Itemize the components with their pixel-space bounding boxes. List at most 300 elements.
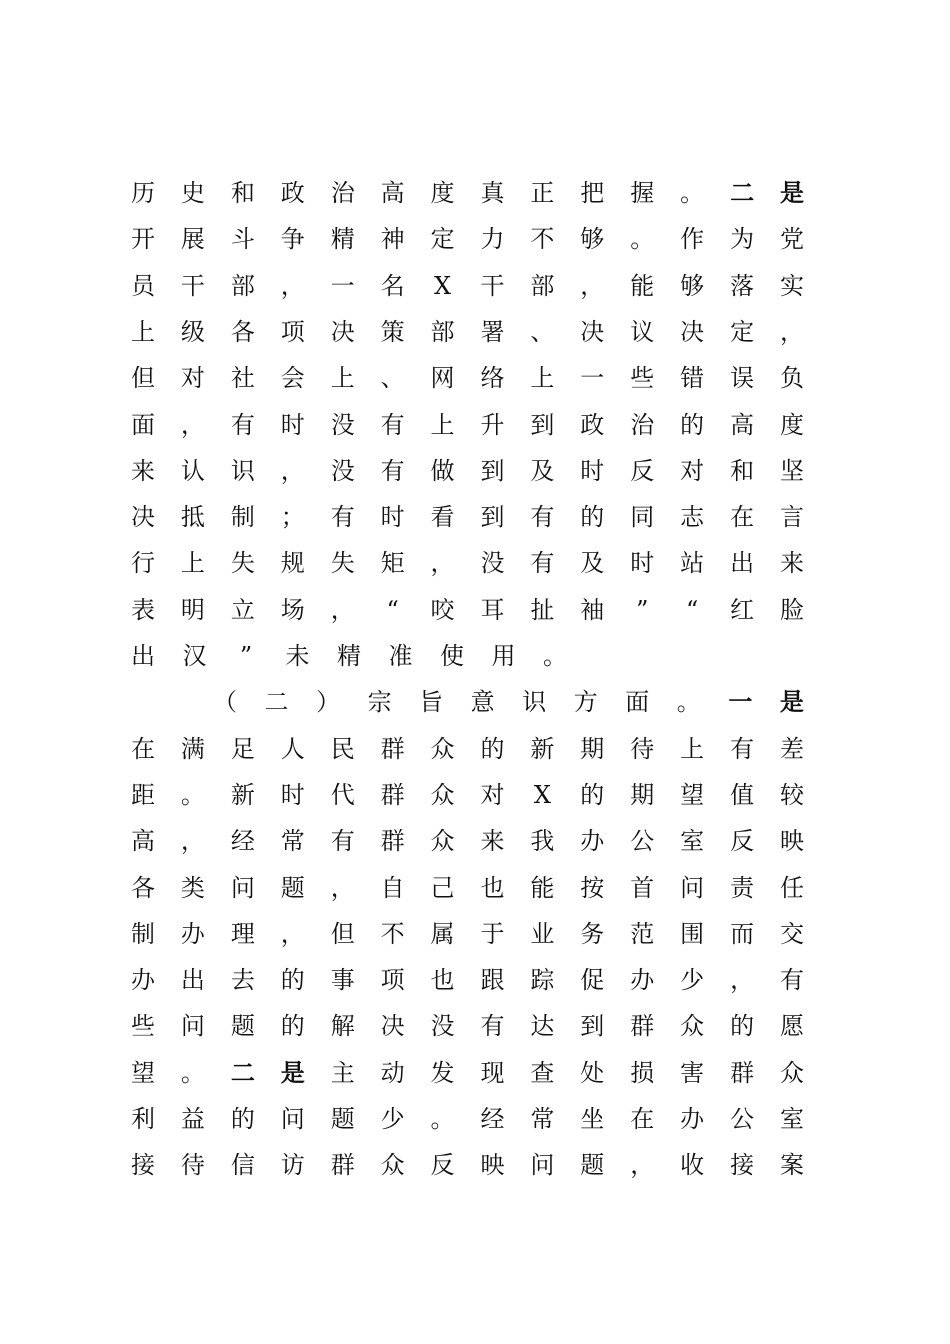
text-char: “: [386, 595, 399, 624]
text-char: 办: [131, 966, 155, 995]
text-char: 一: [580, 364, 605, 393]
text-char: 办: [630, 966, 655, 995]
text-char: 袖: [580, 595, 605, 624]
text-char: 范: [630, 919, 655, 948]
text-char: 看: [430, 503, 455, 532]
text-char: 治: [630, 410, 655, 439]
text-char: 去: [230, 966, 255, 995]
text-line: [130, 1096, 805, 1142]
text-char: 定: [430, 225, 455, 254]
text-line: [130, 911, 805, 957]
text-char: 期: [580, 734, 605, 763]
text-char: 到: [480, 503, 505, 532]
text-char: 干: [480, 271, 505, 300]
text-line: [130, 818, 805, 864]
text-char: 。: [680, 179, 705, 207]
text-char: 类: [180, 873, 205, 902]
text-char: 题: [580, 1151, 605, 1180]
text-char: 务: [580, 919, 605, 948]
text-char: 动: [380, 1058, 405, 1087]
text-char: “: [686, 595, 699, 624]
text-line: [130, 448, 805, 494]
text-char: 时: [280, 410, 305, 439]
text-char: 也: [480, 873, 505, 902]
text-char: 我: [530, 827, 555, 856]
text-char: 负: [779, 364, 804, 393]
text-char: 规: [280, 549, 305, 578]
text-char: 的: [480, 734, 505, 763]
text-char: 脸: [779, 595, 804, 624]
text-char: 落: [730, 271, 755, 300]
text-char: 上: [430, 410, 455, 439]
text-char: 展: [180, 225, 205, 254]
text-char: 达: [530, 1012, 555, 1041]
text-line: [130, 309, 805, 355]
text-char: 。: [180, 1058, 205, 1087]
text-char: 议: [630, 317, 655, 346]
text-char: 接: [730, 1151, 755, 1180]
text-char: 常: [530, 1105, 555, 1133]
text-line: [212, 679, 805, 725]
text-char: 访: [280, 1151, 305, 1180]
text-char: 有: [330, 503, 355, 532]
text-char: 耳: [480, 595, 505, 624]
text-char: 上: [131, 317, 155, 346]
text-char: 没: [330, 456, 355, 485]
text-char: 待: [630, 734, 655, 763]
text-char: 矩: [380, 549, 405, 578]
text-char: 面: [625, 688, 650, 717]
text-line: [130, 865, 805, 911]
text-char: 决: [580, 317, 605, 346]
text-char: ，: [730, 966, 755, 995]
text-char: 的: [730, 1012, 755, 1041]
text-char: 部: [230, 271, 255, 300]
text-char: 志: [680, 503, 705, 532]
text-char: 同: [630, 503, 655, 532]
text-char: 识: [230, 456, 255, 485]
text-char: 代: [330, 780, 355, 809]
text-char: 及: [530, 456, 555, 485]
text-char: 表: [131, 595, 155, 624]
text-char: 干: [180, 271, 205, 300]
text-char: 到: [580, 1012, 605, 1041]
text-char: 面: [131, 410, 155, 439]
text-char: 跟: [480, 966, 505, 995]
text-char: 能: [630, 271, 655, 300]
text-char: 问: [280, 1105, 305, 1133]
text-char: 准: [388, 642, 413, 670]
text-char: 升: [480, 410, 505, 439]
text-char: 行: [131, 549, 155, 578]
text-char: 上: [180, 549, 205, 578]
text-char: 斗: [230, 225, 255, 254]
text-char: 。: [676, 688, 701, 717]
text-char: 有: [380, 410, 405, 439]
text-line: [130, 402, 805, 448]
text-char: 较: [779, 780, 804, 809]
text-line: [130, 170, 805, 216]
text-char: 到: [480, 456, 505, 485]
text-char: 问: [230, 873, 255, 902]
text-char: 言: [779, 503, 804, 532]
text-char: 有: [380, 456, 405, 485]
text-char: 群: [380, 780, 405, 809]
text-char: 群: [730, 1058, 755, 1087]
text-char: 出: [730, 549, 755, 578]
text-char: 制: [131, 919, 155, 948]
text-char: 够: [680, 271, 705, 300]
text-char: 些: [630, 364, 655, 393]
text-char: 旨: [419, 688, 444, 717]
text-char: 握: [630, 179, 655, 207]
text-char: 、: [380, 364, 405, 393]
text-char: 红: [730, 595, 755, 624]
text-line: [130, 633, 805, 679]
text-char: 治: [330, 179, 355, 207]
text-line: [130, 1142, 805, 1188]
text-char: 在: [730, 503, 755, 532]
text-char: 度: [779, 410, 804, 439]
text-char: 的: [680, 410, 705, 439]
text-char: 史: [180, 179, 205, 207]
text-char: 主: [330, 1058, 355, 1087]
text-line: [130, 772, 805, 818]
text-char: 踪: [530, 966, 555, 995]
text-char: 有: [530, 549, 555, 578]
text-char: 待: [180, 1151, 205, 1180]
text-char: 坚: [779, 456, 804, 485]
text-char: 愿: [779, 1012, 804, 1041]
text-char: 决: [330, 317, 355, 346]
text-char: 场: [280, 595, 305, 624]
text-char: 群: [630, 1012, 655, 1041]
text-char: 有: [730, 734, 755, 763]
text-char: 网: [430, 364, 455, 393]
text-char: 群: [330, 1151, 355, 1180]
text-char: 反: [430, 1151, 455, 1180]
text-char: 对: [680, 456, 705, 485]
text-char: 定: [730, 317, 755, 346]
text-char: ，: [779, 317, 804, 346]
text-char: ”: [636, 595, 649, 624]
text-char: 群: [380, 827, 405, 856]
text-char: 案: [779, 1151, 804, 1180]
text-char: 来: [131, 456, 155, 485]
text-char: 是: [779, 178, 804, 207]
text-char: 各: [230, 317, 255, 346]
text-char: 精: [330, 225, 355, 254]
text-char: 咬: [430, 595, 455, 624]
text-char: 的: [230, 1105, 255, 1133]
text-char: 汉: [182, 642, 207, 670]
text-char: 反: [730, 827, 755, 856]
text-char: 问: [180, 1012, 205, 1041]
text-char: ；: [280, 503, 305, 532]
text-char: 名: [380, 271, 405, 300]
text-char: 益: [180, 1105, 205, 1133]
text-char: 围: [680, 919, 705, 948]
text-char: 员: [131, 271, 155, 300]
text-char: 解: [330, 1012, 355, 1041]
text-char: 处: [580, 1058, 605, 1087]
text-char: 作: [680, 225, 705, 254]
text-char: 促: [580, 966, 605, 995]
text-char: 神: [380, 225, 405, 254]
text-char: 不: [530, 225, 555, 254]
text-char: 够: [580, 225, 605, 254]
text-char: 正: [530, 179, 555, 207]
text-char: 。: [180, 780, 205, 809]
text-line: [130, 216, 805, 262]
text-char: 时: [280, 780, 305, 809]
text-line: [130, 726, 805, 772]
text-char: 发: [430, 1058, 455, 1087]
text-char: 认: [180, 456, 205, 485]
text-char: 信: [230, 1151, 255, 1180]
text-char: 首: [630, 873, 655, 902]
text-char: 把: [580, 179, 605, 207]
text-char: 办: [680, 1105, 705, 1133]
text-char: 能: [530, 873, 555, 902]
text-char: 失: [330, 549, 355, 578]
text-char: 值: [730, 780, 755, 809]
text-char: 足: [230, 734, 255, 763]
text-char: 失: [230, 549, 255, 578]
text-char: 利: [131, 1105, 155, 1133]
text-char: 交: [779, 919, 804, 948]
text-char: 对: [480, 780, 505, 809]
text-char: 精: [337, 642, 361, 670]
text-char: ，: [430, 549, 455, 578]
text-char: 用: [491, 642, 516, 670]
text-char: ，: [330, 595, 355, 624]
text-char: 一: [330, 271, 355, 300]
text-char: 题: [280, 873, 305, 902]
text-char: 。: [430, 1105, 455, 1133]
text-char: 经: [480, 1105, 505, 1133]
text-char: 识: [522, 688, 547, 717]
text-char: 众: [430, 734, 455, 763]
text-char: 望: [131, 1058, 155, 1087]
text-char: 业: [530, 919, 555, 948]
text-char: 些: [131, 1012, 155, 1041]
text-char: 做: [430, 456, 455, 485]
text-char: 。: [630, 225, 655, 254]
text-char: 有: [530, 503, 555, 532]
text-char: 题: [330, 1105, 355, 1133]
text-char: 题: [230, 1012, 255, 1041]
text-char: 但: [131, 364, 155, 393]
text-char: 理: [230, 919, 255, 948]
text-char: ，: [280, 271, 305, 300]
text-char: 制: [230, 503, 255, 532]
text-char: 政: [280, 179, 305, 207]
text-line: [130, 1050, 805, 1096]
text-char: 众: [430, 780, 455, 809]
text-char: 人: [280, 734, 305, 763]
text-char: 经: [230, 827, 255, 856]
text-char: 高: [131, 827, 155, 856]
text-char: 抵: [180, 503, 205, 532]
text-char: 上: [330, 364, 355, 393]
text-char: X: [433, 271, 452, 300]
text-char: 有: [330, 827, 355, 856]
text-char: 新: [530, 734, 555, 763]
text-char: 满: [180, 734, 205, 763]
text-char: 有: [779, 966, 804, 995]
text-char: 少: [380, 1105, 405, 1133]
text-char: 实: [779, 271, 804, 300]
text-char: 党: [779, 225, 804, 254]
text-char: 部: [530, 271, 555, 300]
text-char: 新: [230, 780, 255, 809]
text-char: 公: [730, 1105, 755, 1133]
text-char: 期: [630, 780, 655, 809]
text-char: 在: [131, 734, 155, 763]
text-char: 明: [180, 595, 205, 624]
text-char: 没: [430, 1012, 455, 1041]
text-char: ，: [280, 919, 305, 948]
text-char: 来: [480, 827, 505, 856]
text-char: 项: [380, 966, 405, 995]
text-char: 办: [180, 919, 205, 948]
text-char: 时: [630, 549, 655, 578]
text-char: ，: [180, 410, 205, 439]
text-char: 为: [730, 225, 755, 254]
text-char: 及: [580, 549, 605, 578]
text-char: 未: [285, 642, 310, 670]
text-char: 问: [680, 873, 705, 902]
text-char: 也: [430, 966, 455, 995]
text-char: ，: [280, 456, 305, 485]
text-char: 决: [680, 317, 705, 346]
text-line: [130, 587, 805, 633]
text-char: 自: [380, 873, 405, 902]
text-char: 的: [580, 503, 605, 532]
text-char: 时: [380, 503, 405, 532]
text-char: 真: [480, 179, 505, 207]
text-char: 和: [230, 179, 255, 207]
text-char: 政: [580, 410, 605, 439]
text-line: [130, 355, 805, 401]
text-char: 会: [280, 364, 305, 393]
text-char: 的: [280, 966, 305, 995]
text-char: ，: [330, 873, 355, 902]
text-char: 二: [264, 688, 289, 717]
text-char: 坐: [580, 1105, 605, 1133]
text-line: [130, 957, 805, 1003]
text-char: 决: [131, 503, 155, 532]
text-char: 使: [440, 642, 464, 670]
text-char: 责: [730, 873, 755, 902]
text-char: 历: [131, 179, 155, 207]
text-char: 级: [180, 317, 205, 346]
text-char: 收: [680, 1151, 705, 1180]
text-char: 办: [580, 827, 605, 856]
text-char: 众: [430, 827, 455, 856]
text-char: 反: [630, 456, 655, 485]
text-char: 来: [779, 549, 804, 578]
text-char: 出: [131, 642, 155, 670]
text-char: ）: [316, 688, 341, 717]
text-char: 没: [330, 410, 355, 439]
text-line: [130, 540, 805, 586]
text-char: 民: [330, 734, 355, 763]
text-char: 和: [730, 456, 755, 485]
text-char: 有: [480, 1012, 505, 1041]
text-char: 高: [380, 179, 405, 207]
text-char: 公: [630, 827, 655, 856]
text-char: 于: [480, 919, 505, 948]
text-char: 是: [280, 1057, 305, 1087]
text-char: 宗: [367, 688, 392, 717]
text-char: 二: [730, 178, 755, 207]
text-char: 而: [730, 919, 755, 948]
text-char: 任: [779, 873, 804, 902]
text-char: 、: [530, 317, 555, 346]
text-char: 现: [480, 1058, 505, 1087]
text-char: 部: [430, 317, 455, 346]
text-char: ”: [239, 642, 253, 670]
text-char: 。: [543, 642, 567, 670]
text-char: 的: [280, 1012, 305, 1041]
text-char: 查: [530, 1058, 555, 1087]
text-char: 扯: [530, 595, 555, 624]
text-char: 到: [530, 410, 555, 439]
text-char: ，: [180, 827, 205, 856]
text-char: 项: [280, 317, 305, 346]
text-char: 署: [480, 317, 505, 346]
text-char: 按: [580, 873, 605, 902]
text-char: 络: [480, 364, 505, 393]
text-char: 意: [470, 688, 495, 717]
text-char: 室: [680, 827, 705, 856]
text-char: 是: [779, 687, 804, 717]
text-line: [130, 263, 805, 309]
text-char: 决: [380, 1012, 405, 1041]
text-char: 误: [730, 364, 755, 393]
text-char: 映: [779, 827, 804, 856]
text-char: 立: [230, 595, 255, 624]
text-line: [130, 1003, 805, 1049]
text-char: 不: [380, 919, 405, 948]
text-char: 在: [630, 1105, 655, 1133]
text-line: [130, 494, 805, 540]
text-char: 有: [230, 410, 255, 439]
text-char: 力: [480, 225, 505, 254]
text-char: 对: [180, 364, 205, 393]
text-char: （: [213, 688, 237, 717]
text-char: 害: [680, 1058, 705, 1087]
text-char: 少: [680, 966, 705, 995]
text-char: 众: [779, 1058, 804, 1087]
text-char: 距: [131, 780, 155, 809]
text-char: 社: [230, 364, 255, 393]
text-char: 争: [280, 225, 305, 254]
text-char: 度: [430, 179, 455, 207]
text-char: 开: [131, 225, 155, 254]
text-char: 各: [131, 873, 155, 902]
text-char: 上: [680, 734, 705, 763]
text-char: 高: [730, 410, 755, 439]
text-char: 望: [680, 780, 705, 809]
text-char: 常: [280, 827, 305, 856]
text-char: 己: [430, 873, 455, 902]
text-char: 属: [430, 919, 455, 948]
text-char: 方: [573, 688, 598, 717]
text-char: 站: [680, 549, 705, 578]
